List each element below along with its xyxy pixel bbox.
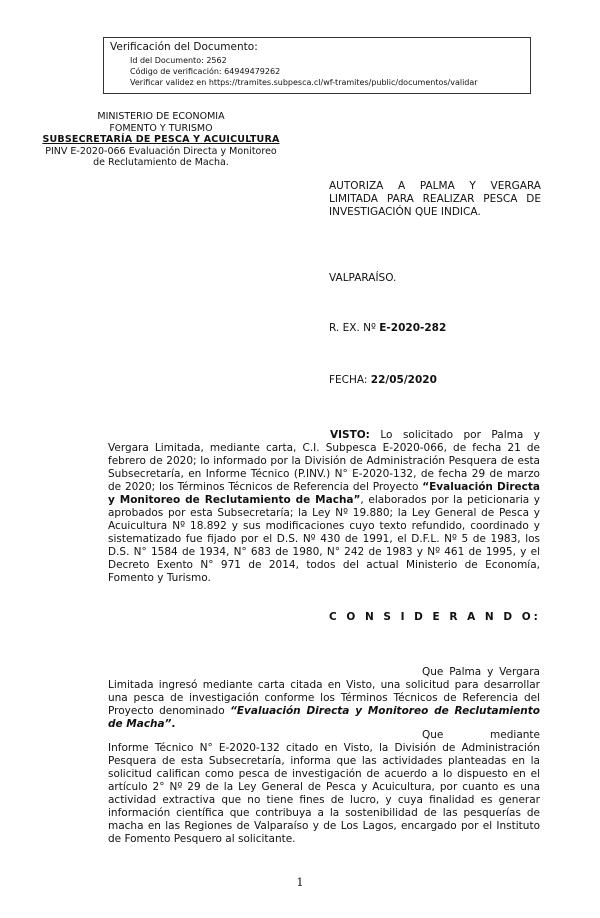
ministry-header	[30, 111, 292, 169]
subsecretaria-name: SUBSECRETARÍA DE PESCA Y ACUICULTURA	[42, 134, 280, 145]
verification-title: Verificación del Documento:	[110, 41, 258, 53]
fecha-value: 22/05/2020	[370, 374, 437, 386]
document-id: • Id del Documento: 2562	[130, 55, 524, 66]
verification-list	[110, 55, 524, 88]
verification-url[interactable]: • Verificar validez en https://tramites.subpesca.cl/wf-tramites/public/documentos/validar	[130, 77, 524, 88]
considerando-paragraph-2: Que mediante Informe Técnico N° E-2020-132 citado en Visto, la División de Administración Pesquera de esta Subsecretaría, informa que las actividades planteadas en la solicitud califican como pesca de investigación de acuerdo a lo dispuesto en el artículo 2° Nº 29 de la Ley General de Pesca y Acuicultura, por cuanto es una actividad extractiva que no tiene fines de lucro, y cuya finalidad es generar información científica que contribuya a la sostenibilidad de las pesquerías de macha en las Regiones de Valparaíso y de Los Lagos, encargado por el Instituto de Fomento Pesquero al solicitante.	[108, 729, 540, 845]
fecha-label: FECHA:	[329, 374, 371, 386]
p1-project: “Evaluación Directa y Monitoreo de Reclutamiento de Macha”	[108, 705, 540, 730]
resolution-date	[329, 374, 437, 387]
p1-text: Que Palma y Vergara Limitada ingresó mediante carta citada en Visto, una solicitud para desarrollar una pesca de investigación conforme los Términos Técnicos de Referencia del Proyecto denominado	[108, 666, 540, 717]
pinv-reference: PINV E-2020-066 Evaluación Directa y Monitoreo	[45, 145, 277, 157]
visto-label: VISTO:	[330, 429, 370, 441]
p1-end: .	[171, 718, 176, 730]
city-line: VALPARAÍSO.	[329, 272, 397, 284]
page-number: 1	[296, 876, 304, 889]
resolution-subject: AUTORIZA A PALMA Y VERGARA LIMITADA PARA REALIZAR PESCA DE INVESTIGACIÓN QUE INDICA.	[329, 180, 541, 218]
verification-code: • Código de verificación: 64949479262	[130, 66, 524, 77]
considerando-paragraph-1	[108, 666, 540, 731]
verification-box	[103, 37, 531, 94]
rex-value: E-2020-282	[379, 322, 447, 334]
considerando-heading: C O N S I D E R A N D O:	[329, 611, 541, 623]
pinv-reference-cont: de Reclutamiento de Macha.	[93, 157, 229, 168]
ministry-name: MINISTERIO DE ECONOMIA	[97, 111, 225, 122]
ministry-division: FOMENTO Y TURISMO	[109, 122, 213, 134]
visto-project: “Evaluación Directa y Monitoreo de Reclutamiento de Macha”	[108, 481, 540, 506]
resolution-number	[329, 322, 446, 335]
visto-text-b: , elaborados por la peticionaria y aprobados por esta Subsecretaría; la Ley Nº 19.880; la Ley General de Pesca y Acuicultura Nº 18.892 y sus modificaciones cuyo texto refundido, coordinado y sistematizado fue fijado por el D.S. Nº 430 de 1991, el D.F.L. Nº 5 de 1983, los D.S. N° 1584 de 1934, N° 683 de 1980, N° 242 de 1983 y Nº 461 de 1995, y el Decreto Exento N° 971 de 2014, todos del actual Ministerio de Economía, Fomento y Turismo.	[108, 494, 540, 584]
visto-text-a: Lo solicitado por Palma y Vergara Limitada, mediante carta, C.I. Subpesca E-2020-066, de fecha 21 de febrero de 2020; lo informado por la División de Administración Pesquera de esta Subsecretaría, en Informe Técnico (P.INV.) N° E-2020-132, de fecha 29 de marzo de 2020; los Términos Técnicos de Referencia del Proyecto	[108, 429, 540, 493]
visto-paragraph	[108, 429, 540, 585]
rex-label: R. EX. Nº	[329, 322, 380, 334]
